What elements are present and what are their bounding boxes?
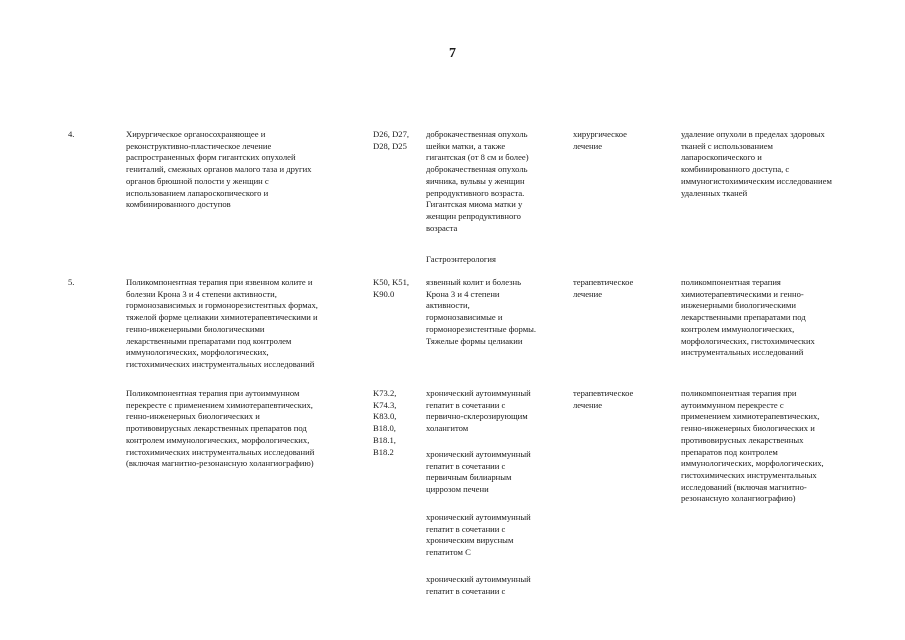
page-number: 7 [449,46,456,61]
patient-model-1: хронический аутоиммунный гепатит в сочетании с первично-склерозирующим холангитом [426,388,531,434]
patient-model-2: хронический аутоиммунный гепатит в сочетании с первичным билиарным циррозом печени [426,449,531,495]
treatment-name: Хирургическое органосохраняющее и реконструктивно-пластическое лечение распространенных форм гигантских опухолей гениталий, смежных органов малого таза и других органов брюшной полости у женщин с использованием лапароскопического и комбинированного доступов [126,129,312,210]
row-number: 4. [68,129,75,139]
treatment-type: хирургическое лечение [573,129,627,151]
icd-codes: D26, D27, D28, D25 [373,129,410,151]
patient-model: доброкачественная опухоль шейки матки, а также гигантская (от 8 см и более) доброкачественная опухоль яичника, вульвы у женщин репродуктивного возраста. Гигантская миома матки у женщин репродуктивного возраста [426,129,529,233]
treatment-name: Поликомпонентная терапия при аутоиммунном перекресте с применением химиотерапевтических, генно-инженерных биологических и противовирусных лекарственных препаратов под контролем иммунологических, морфологических, гистохимических инструментальных исследований (включая магнитно-резонансную холангиографию) [126,388,315,469]
icd-codes: K73.2, K74.3, K83.0, B18.0, B18.1, B18.2 [373,388,397,457]
patient-model-3: хронический аутоиммунный гепатит в сочетании с хроническим вирусным гепатитом C [426,512,531,558]
treatment-method: поликомпонентная терапия химиотерапевтическими и генно- инженерными биологическими лекарственными препаратами под контролем иммунологических, морфологических, гистохимических инструментальных исследований [681,277,815,358]
treatment-name: Поликомпонентная терапия при язвенном колите и болезни Крона 3 и 4 степени активности, гормонозависимых и гормонорезистентных формах, тяжелой форме целиакии химиотерапевтическими и генно-инженерными биологическими лекарственными препаратами под контролем иммунологических, морфологических, гистохимических инструментальных исследований [126,277,318,369]
treatment-type: терапевтическое лечение [573,388,634,410]
patient-model-4: хронический аутоиммунный гепатит в сочетании с [426,574,531,596]
treatment-type: терапевтическое лечение [573,277,634,299]
treatment-method: удаление опухоли в пределах здоровых тканей с использованием лапароскопического и комбинированного доступа, с иммуногистохимическим исследованием удаленных тканей [681,129,832,198]
section-title: Гастроэнтерология [426,254,496,264]
row-number: 5. [68,277,75,287]
patient-model: язвенный колит и болезнь Крона 3 и 4 степени активности, гормонозависимые и гормонорезистентные формы. Тяжелые формы целиакии [426,277,537,346]
icd-codes: K50, K51, K90.0 [373,277,410,299]
treatment-method: поликомпонентная терапия при аутоиммунном перекресте с применением химиотерапевтических, генно-инженерных биологических и противовирусных лекарственных препаратов под контролем иммунологических, морфологических, гистохимических инструментальных исследований (включая магнитно- резонансную холангиографию) [681,388,824,504]
